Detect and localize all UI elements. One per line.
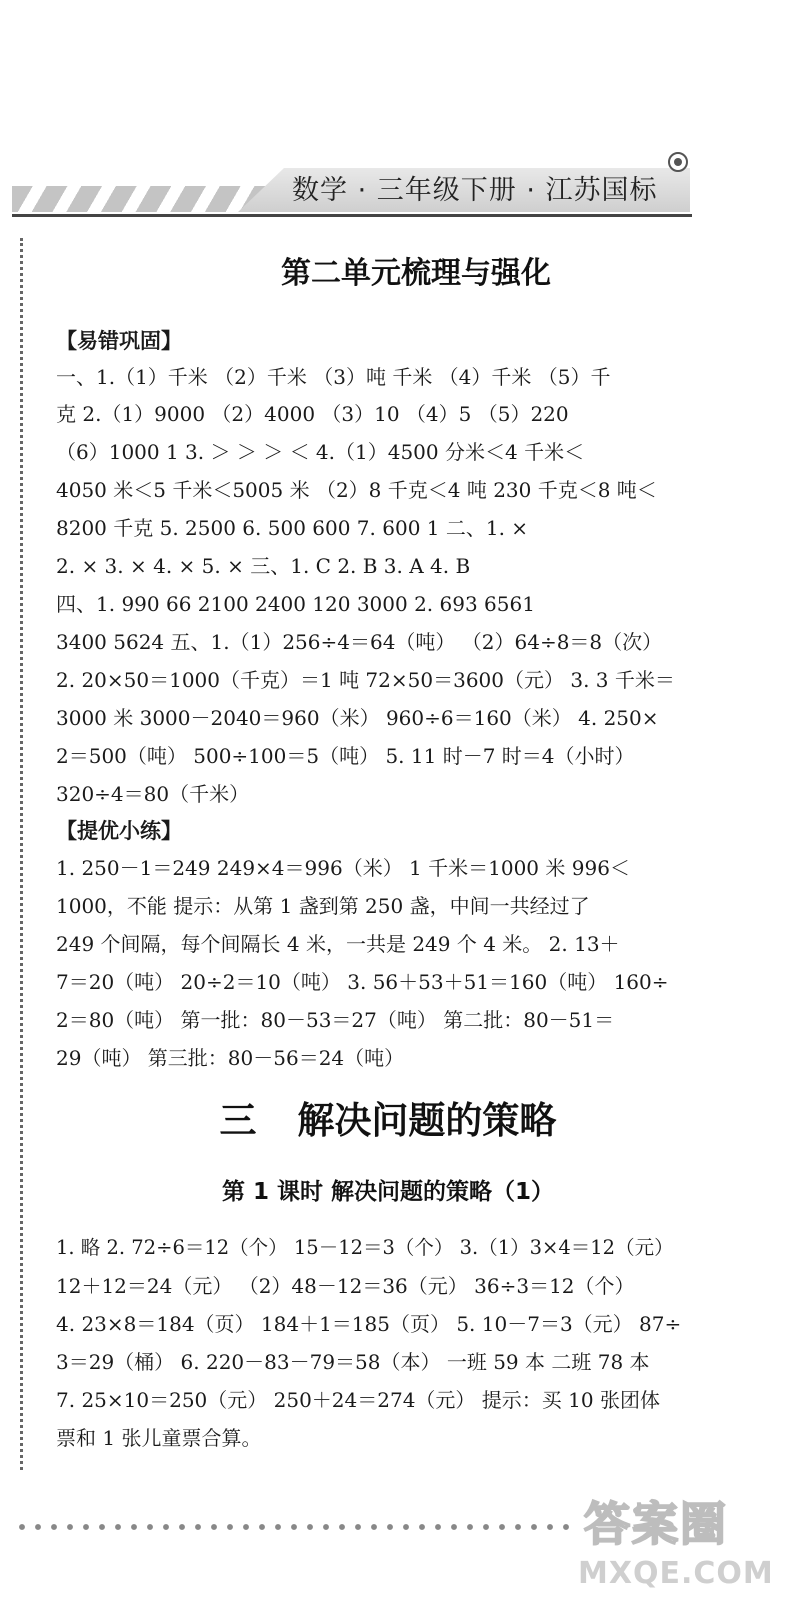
answer-line: 4. 23×8＝184（页） 184＋1＝185（页） 5. 10－7＝3（元） 87÷ [56,1312,682,1336]
answer-line: 7＝20（吨） 20÷2＝10（吨） 3. 56＋53＋51＝160（吨） 160÷ [56,970,669,994]
answer-line: 2＝500（吨） 500÷100＝5（吨） 5. 11 时－7 时＝4（小时） [56,744,635,768]
header-rule [12,214,692,217]
book-title: 数学 · 三年级下册 · 江苏国标 [292,175,658,206]
watermark-url: MXQE.COM [578,1556,774,1591]
unit-3-title: 三 解决问题的策略 [219,1099,557,1142]
section-label-advanced-practice: 【提优小练】 [56,819,182,843]
answer-line: 3＝29（桶） 6. 220－83－79＝58（本） 一班 59 本 二班 78 本 [56,1350,650,1374]
answer-line: 249 个间隔，每个间隔长 4 米，一共是 249 个 4 米。 2. 13＋ [56,932,620,956]
answer-line: 7. 25×10＝250（元） 250＋24＝274（元） 提示：买 10 张团体 [56,1388,660,1412]
answer-line: 3000 米 3000－2040＝960（米） 960÷6＝160（米） 4. 250× [56,706,659,730]
answer-line: 1000，不能 提示：从第 1 盏到第 250 盏，中间一共经过了 [56,894,590,918]
answer-line: 3400 5624 五、1.（1）256÷4＝64（吨） （2）64÷8＝8（次） [56,630,663,654]
header-circle-icon [668,152,688,172]
answer-line: 票和 1 张儿童票合算。 [56,1426,262,1450]
footer-dotted-decoration [14,1520,574,1534]
header-decoration-dashes [12,186,270,212]
lesson-1-title: 第 1 课时 解决问题的策略（1） [221,1179,555,1205]
answer-line: 2＝80（吨） 第一批：80－53＝27（吨） 第二批：80－51＝ [56,1008,615,1032]
answer-line: 8200 千克 5. 2500 6. 500 600 7. 600 1 二、1. × [56,516,529,540]
margin-dotted-line [20,238,23,1470]
answer-line: 1. 略 2. 72÷6＝12（个） 15－12＝3（个） 3.（1）3×4＝12（元） [56,1236,674,1259]
answer-line: 2. × 3. × 4. × 5. × 三、1. C 2. B 3. A 4. B [56,554,471,578]
answer-line: 320÷4＝80（千米） [56,782,250,806]
answer-line: 4050 米＜5 千米＜5005 米 （2）8 千克＜4 吨 230 千克＜8 吨＜ [56,478,657,502]
answer-line: （6）1000 1 3. ＞ ＞ ＞ ＜ 4.（1）4500 分米＜4 千米＜ [56,440,585,464]
answer-line: 2. 20×50＝1000（千克）＝1 吨 72×50＝3600（元） 3. 3 千米＝ [56,668,675,692]
answer-line: 一、1.（1）千米 （2）千米 （3）吨 千米 （4）千米 （5）千 [56,365,611,389]
answer-line: 12＋12＝24（元） （2）48－12＝36（元） 36÷3＝12（个） [56,1274,635,1298]
unit-2-title: 第二单元梳理与强化 [281,256,551,291]
section-label-error-review: 【易错巩固】 [56,329,182,353]
answer-line: 克 2.（1）9000 （2）4000 （3）10 （4）5 （5）220 [56,402,569,426]
answer-line: 29（吨） 第三批：80－56＝24（吨） [56,1046,405,1070]
answer-line: 四、1. 990 66 2100 2400 120 3000 2. 693 6561 [56,592,535,616]
watermark-logo: 答案圈 [584,1497,728,1551]
answer-line: 1. 250－1＝249 249×4＝996（米） 1 千米＝1000 米 996＜ [56,856,630,880]
